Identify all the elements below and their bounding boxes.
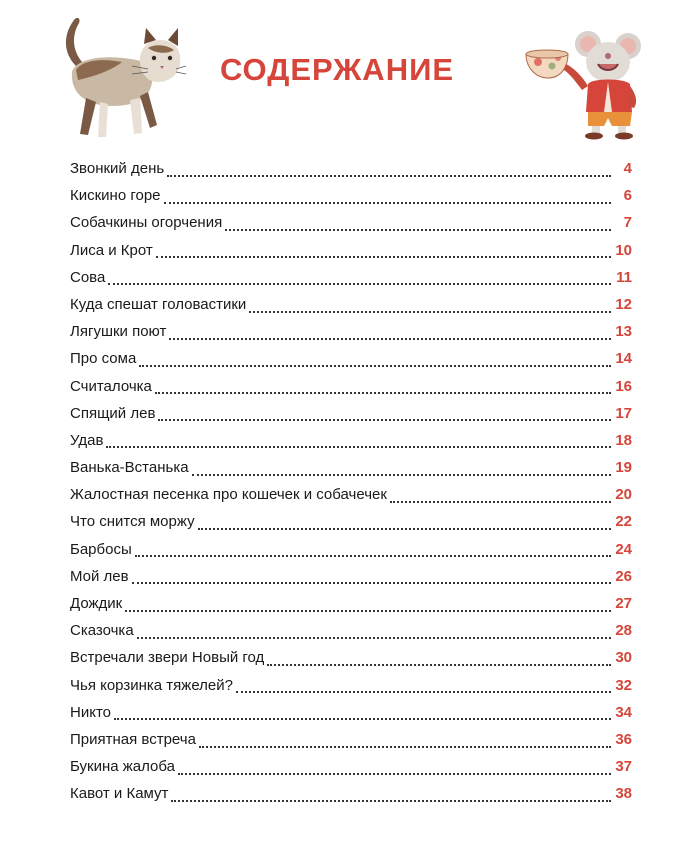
toc-entry[interactable]: [70, 563, 632, 590]
toc-entry[interactable]: [70, 373, 632, 400]
dot-leader: [198, 518, 611, 530]
toc-entry-title: Что снится моржу: [70, 513, 195, 531]
toc-entry-title: Ванька-Встанька: [70, 459, 189, 477]
toc-entry-page-number: 16: [615, 377, 632, 395]
toc-entry[interactable]: [70, 182, 632, 209]
toc-entry-title: Лиса и Крот: [70, 241, 153, 259]
toc-entry-page-number: 28: [615, 622, 632, 640]
dot-leader: [249, 301, 611, 313]
toc-entry[interactable]: [70, 672, 632, 699]
toc-entry-title: Считалочка: [70, 377, 152, 395]
toc-entry[interactable]: [70, 291, 632, 318]
toc-entry-title: Букина жалоба: [70, 758, 175, 776]
toc-entry-title: Лягушки поют: [70, 323, 167, 341]
toc-entry-title: Собачкины огорчения: [70, 214, 223, 232]
dot-leader: [137, 627, 611, 639]
toc-entry-page-number: 36: [615, 730, 632, 748]
toc-entry-title: Кискино горе: [70, 187, 161, 205]
toc-entry-title: Кавот и Камут: [70, 785, 169, 803]
dot-leader: [156, 246, 611, 258]
toc-entry[interactable]: [70, 753, 632, 780]
toc-entry-page-number: 27: [615, 595, 632, 612]
dot-leader: [114, 708, 611, 720]
toc-entry[interactable]: [70, 237, 632, 264]
toc-entry[interactable]: [70, 400, 632, 427]
toc-entry-page-number: 38: [615, 785, 632, 803]
toc-entry-title: Чья корзинка тяжелей?: [70, 676, 233, 694]
toc-entry-page-number: 4: [623, 160, 632, 177]
toc-entry-title: Удав: [70, 431, 104, 449]
toc-entry-title: Спящий лев: [70, 404, 156, 422]
dot-leader: [139, 355, 611, 367]
dot-leader: [225, 219, 611, 231]
toc-entry-title: Про сома: [70, 350, 137, 368]
dot-leader: [125, 600, 611, 612]
toc-entry[interactable]: [70, 590, 632, 617]
toc-entry-title: Жалостная песенка про кошечек и собачечек: [70, 486, 387, 504]
toc-entry-page-number: 13: [615, 323, 632, 341]
toc-entry-page-number: 30: [615, 649, 632, 667]
dot-leader: [236, 681, 611, 693]
dot-leader: [132, 572, 611, 584]
toc-entry-page-number: 32: [615, 676, 632, 694]
toc-entry[interactable]: [70, 780, 632, 807]
dot-leader: [192, 464, 611, 476]
toc-entry-page-number: 19: [615, 459, 632, 477]
toc-entry[interactable]: [70, 481, 632, 508]
dot-leader: [267, 654, 611, 666]
toc-entry[interactable]: [70, 617, 632, 644]
toc-entry[interactable]: [70, 508, 632, 535]
dot-leader: [108, 273, 611, 285]
mouse-illustration: [522, 28, 642, 140]
dot-leader: [178, 763, 611, 775]
toc-entry-page-number: 6: [623, 187, 632, 205]
toc-entry[interactable]: [70, 454, 632, 481]
toc-entry-title: Никто: [70, 703, 111, 721]
dot-leader: [155, 382, 611, 394]
toc-entry-page-number: 26: [615, 567, 632, 585]
toc-entry[interactable]: [70, 644, 632, 671]
toc-entry-title: Приятная встреча: [70, 730, 196, 748]
dot-leader: [167, 165, 611, 177]
toc-entry-page-number: 20: [615, 486, 632, 504]
toc-entry[interactable]: [70, 155, 632, 182]
toc-entry-title: Мой лев: [70, 567, 129, 585]
toc-entry-page-number: 14: [615, 350, 632, 368]
toc-entry-page-number: 34: [615, 703, 632, 721]
toc-entry-title: Куда спешат головастики: [70, 295, 247, 313]
toc-entry[interactable]: [70, 699, 632, 726]
dot-leader: [164, 192, 611, 204]
toc-entry-title: Сова: [70, 268, 106, 286]
toc-entry-page-number: 17: [615, 404, 632, 422]
toc-entry-page-number: 24: [615, 540, 632, 558]
dot-leader: [199, 736, 611, 748]
toc-entry-title: Сказочка: [70, 622, 134, 640]
dot-leader: [171, 790, 611, 802]
dot-leader: [390, 491, 611, 503]
toc-entry[interactable]: [70, 427, 632, 454]
toc-entry-page-number: 11: [616, 268, 632, 286]
toc-entry[interactable]: [70, 726, 632, 753]
toc-entry-page-number: 18: [615, 431, 632, 449]
toc-entry[interactable]: [70, 536, 632, 563]
toc-entry[interactable]: [70, 264, 632, 291]
toc-entry[interactable]: [70, 318, 632, 345]
toc-entry-page-number: 10: [615, 241, 632, 259]
toc-entry-page-number: 7: [623, 214, 632, 232]
page-title: СОДЕРЖАНИЕ: [219, 52, 455, 87]
toc-entry-title: Звонкий день: [70, 160, 165, 177]
toc-entry-page-number: 37: [615, 758, 632, 776]
toc-entry[interactable]: [70, 209, 632, 236]
dot-leader: [158, 409, 611, 421]
toc-entry-page-number: 22: [615, 513, 632, 531]
dot-leader: [106, 436, 611, 448]
dot-leader: [135, 545, 611, 557]
toc-entry-title: Дождик: [70, 595, 123, 612]
toc-entry-page-number: 12: [615, 295, 632, 313]
toc-entry-title: Барбосы: [70, 540, 132, 558]
toc-entry-title: Встречали звери Новый год: [70, 649, 265, 667]
dot-leader: [169, 328, 611, 340]
table-of-contents: [70, 155, 632, 808]
toc-entry[interactable]: [70, 345, 632, 372]
